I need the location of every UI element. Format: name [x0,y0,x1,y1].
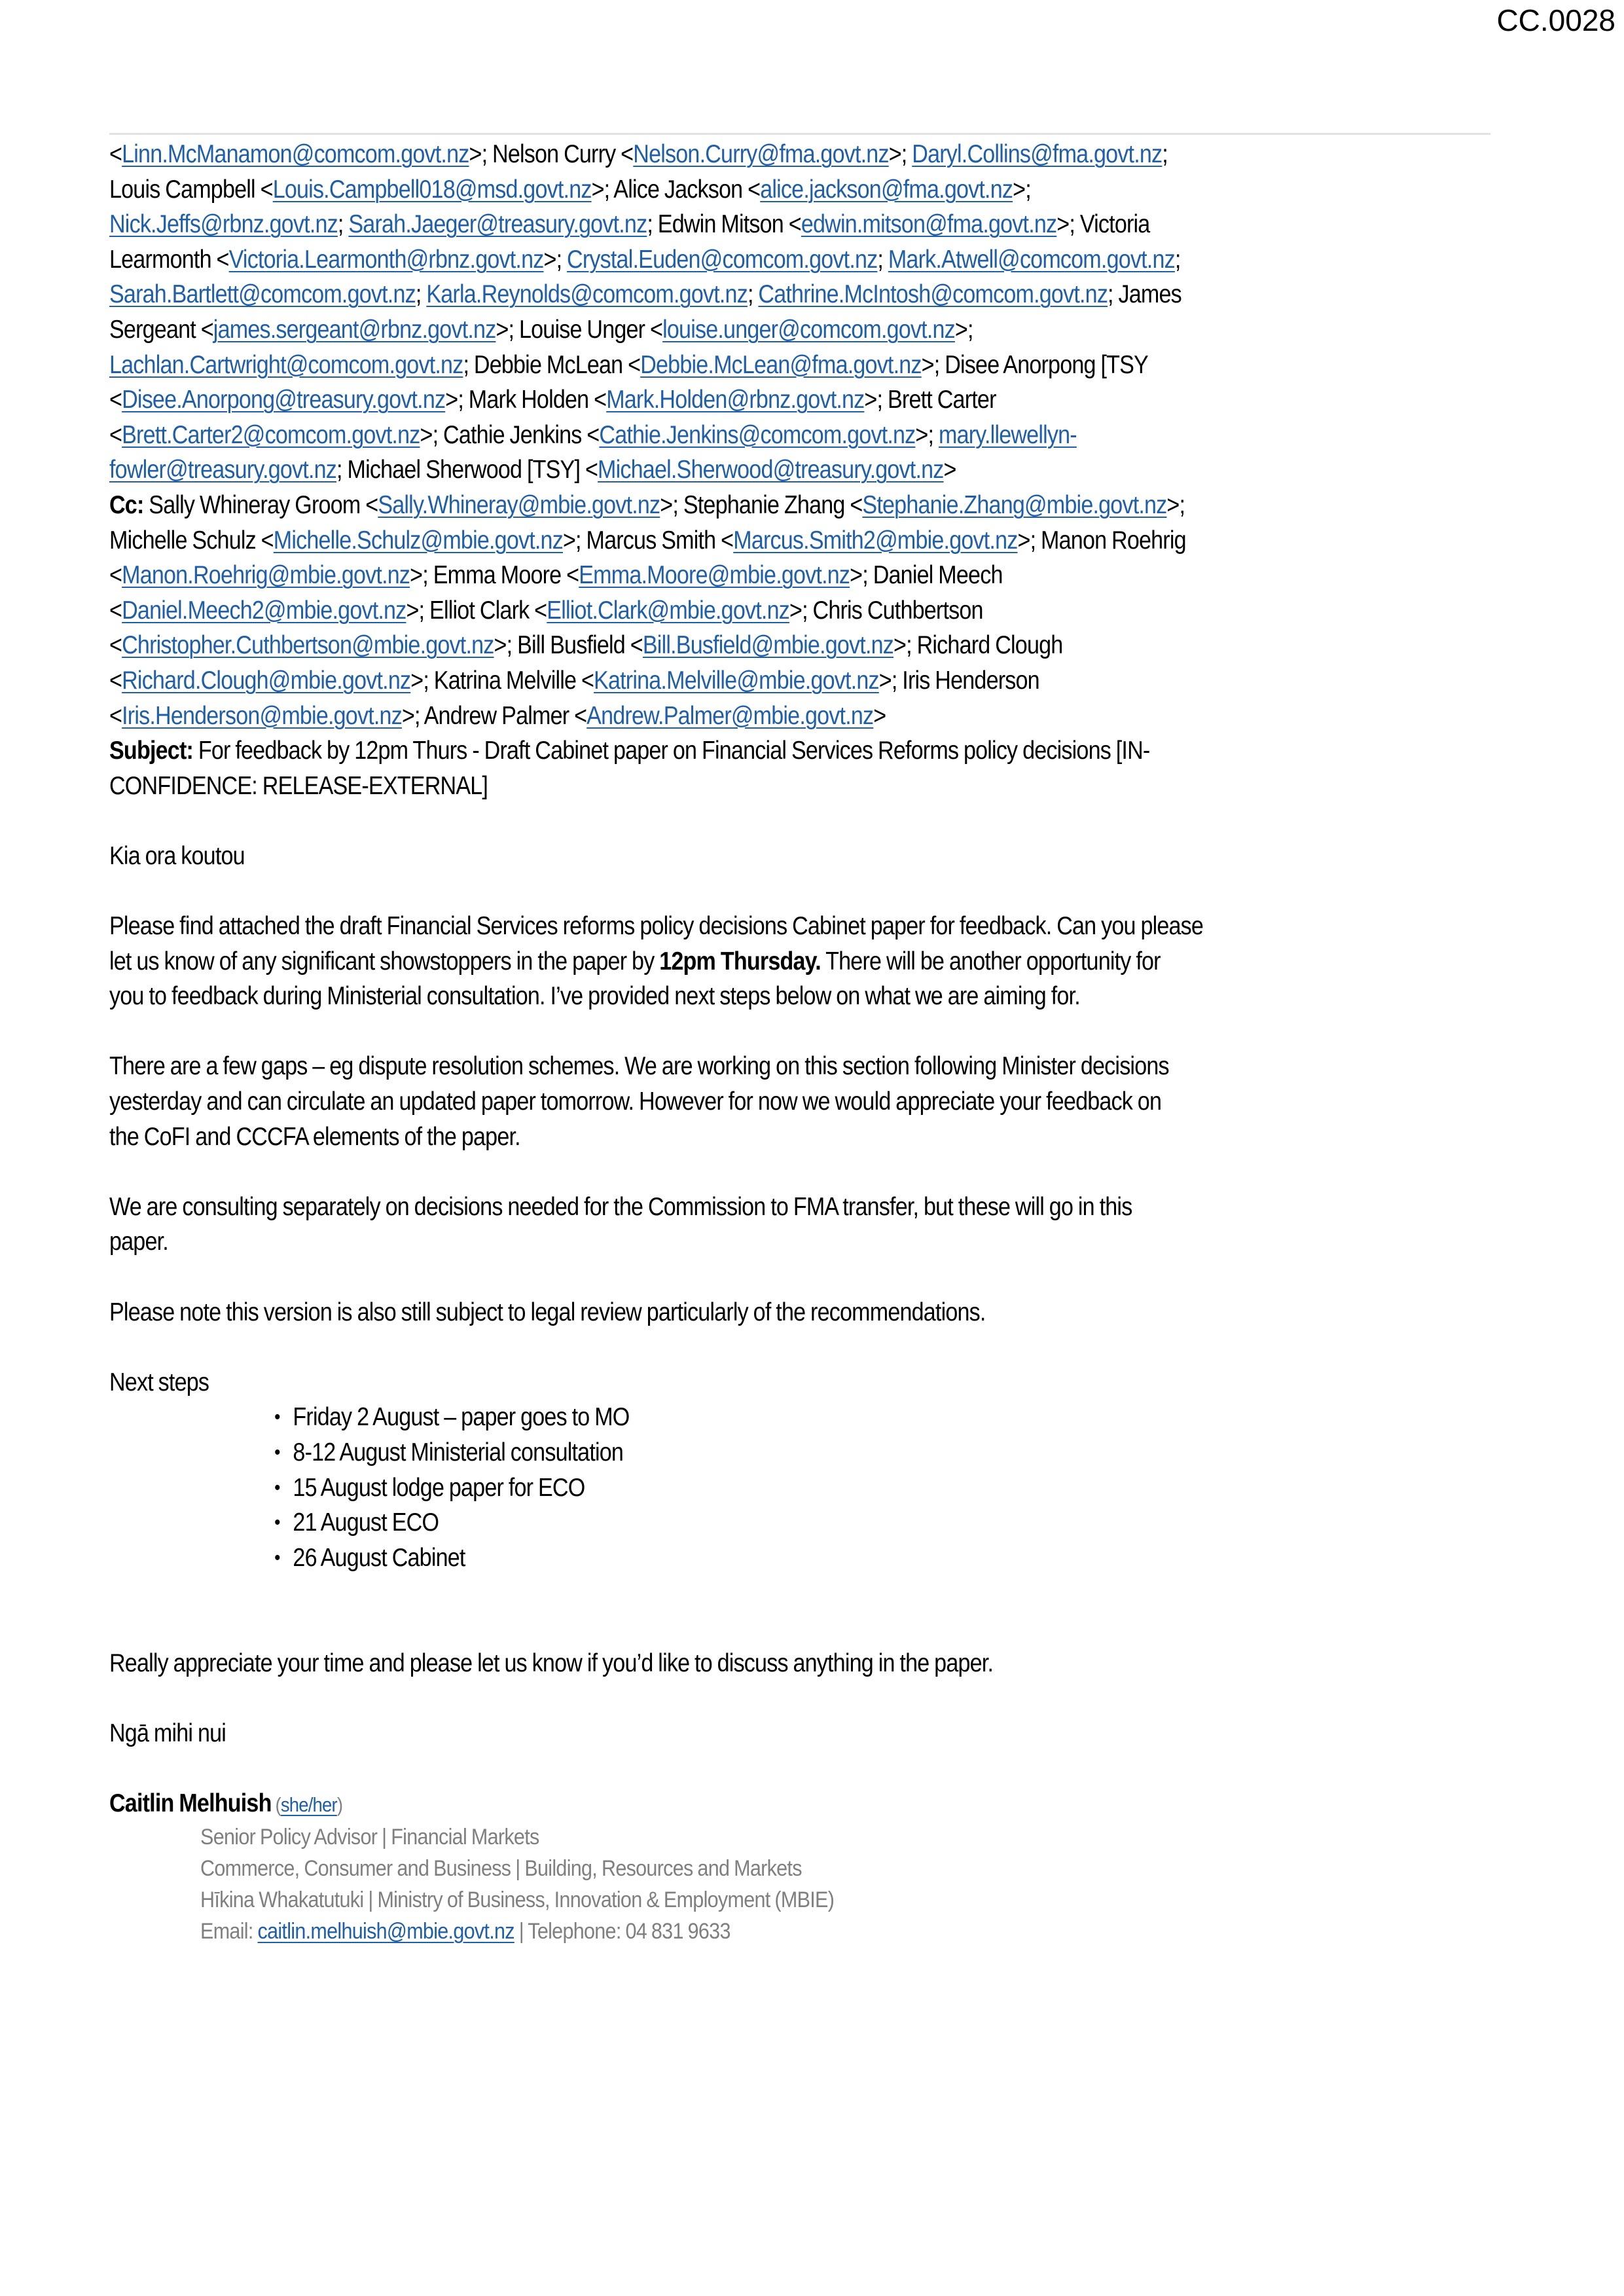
greeting: Kia ora koutou [109,841,245,870]
list-item: • 8-12 August Ministerial consultation [206,1435,1624,1470]
recipient-line [109,558,1510,593]
email-link[interactable]: alice.jackson@fma.govt.nz [760,175,1013,204]
recipient-line [109,452,1510,488]
bullet-icon: • [274,1406,280,1429]
recipient-line [109,348,1510,383]
signature-title: Senior Policy Advisor | Financial Markets [200,1824,539,1850]
list-item: • 15 August lodge paper for ECO [206,1470,1624,1506]
text: < [109,140,122,168]
recipient-line [109,979,1510,1014]
text: >; Nelson Curry < [469,140,634,168]
email-link[interactable]: Brett.Carter2@comcom.govt.nz [122,420,420,449]
text: Louis Campbell < [109,175,273,204]
text: ; [337,210,349,239]
email-link[interactable]: Michael.Sherwood@treasury.govt.nz [598,456,944,484]
text: Sally Whineray Groom < [143,490,378,519]
text: >; Victoria [1056,210,1150,239]
text: ; [1174,245,1181,274]
email-link[interactable]: Victoria.Learmonth@rbnz.govt.nz [228,245,544,274]
email-link[interactable]: Andrew.Palmer@mbie.govt.nz [586,701,874,730]
pronoun-bracket: ( [271,1793,281,1816]
text: >; Richard Clough [893,631,1063,660]
paragraph-line: the CoFI and CCCFA elements of the paper. [109,1122,520,1151]
text: >; [888,140,912,168]
recipient-line [109,137,1510,172]
list-item: • Friday 2 August – paper goes to MO [206,1400,1624,1435]
email-link[interactable]: Christopher.Cuthbertson@mbie.govt.nz [122,631,494,660]
signoff: Ngā mihi nui [109,1719,226,1747]
text: < [109,631,122,660]
signature-org: Hīkina Whakatutuki | Ministry of Business, Innovation & Employment (MBIE) [200,1887,835,1912]
paragraph-line: We are consulting separately on decisions needed for the Commission to FMA transfer, but these will go in this [109,1192,1132,1221]
text: < [109,701,122,730]
email-link[interactable]: Sarah.Bartlett@comcom.govt.nz [109,280,416,309]
signature-contact [200,1916,1601,1947]
text: >; [1166,490,1185,519]
bold-text: 12pm Thursday. [659,947,821,975]
pronouns-link[interactable]: she/her [280,1793,337,1816]
recipient-line [109,523,1510,558]
text: ; Debbie McLean < [463,350,641,379]
text: Michelle Schulz < [109,526,274,555]
paragraph-line: yesterday and can circulate an updated paper tomorrow. However for now we would appreciate your feedback on [109,1087,1162,1116]
email-link[interactable]: Sarah.Jaeger@treasury.govt.nz [348,210,647,239]
email-link[interactable]: Karla.Reynolds@comcom.govt.nz [426,280,748,309]
text: >; Emma Moore < [410,561,579,590]
text: ; [415,280,427,309]
list-item: • 26 August Cabinet [206,1540,1624,1576]
cc-recipients [109,488,1510,733]
document-id-stamp: CC.0028 [1496,3,1615,37]
text: >; Chris Cuthbertson [789,596,983,625]
email-link[interactable]: Nelson.Curry@fma.govt.nz [633,140,889,168]
email-link[interactable]: Louis.Campbell018@msd.govt.nz [272,175,592,204]
email-label: Email: [200,1918,258,1944]
text: ; Michael Sherwood [TSY] < [336,456,598,484]
recipient-line [109,207,1510,242]
text: >; Stephanie Zhang < [660,490,863,519]
email-link[interactable]: mary.llewellyn- [939,420,1077,449]
email-link[interactable]: Mark.Holden@rbnz.govt.nz [606,386,865,414]
subject-text: For feedback by 12pm Thurs - Draft Cabinet paper on Financial Services Reforms policy decisions [IN- [193,737,1150,765]
text: < [109,666,122,695]
text: >; Manon Roehrig [1017,526,1186,555]
text: >; Disee Anorpong [TSY [921,350,1148,379]
text: >; Katrina Melville < [410,666,594,695]
text: >; Mark Holden < [445,386,607,414]
recipient-line [109,277,1510,312]
text: >; [954,315,973,344]
email-link[interactable]: Disee.Anorpong@treasury.govt.nz [122,386,446,414]
paragraph-gaps [109,1049,1510,1154]
header-divider [109,133,1490,135]
recipient-line [109,593,1510,629]
subject [109,733,1510,803]
text: > [873,701,886,730]
text: Sergeant < [109,315,213,344]
email-link[interactable]: Nick.Jeffs@rbnz.govt.nz [109,210,338,239]
email-link[interactable]: Emma.Moore@mbie.govt.nz [579,561,850,590]
text: >; Cathie Jenkins < [420,420,600,449]
text: >; [915,420,939,449]
text: Please find attached the draft Financial Services reforms policy decisions Cabinet paper for feedback. Can you please [109,912,1204,941]
recipient-line [109,172,1510,208]
signature-email-link[interactable]: caitlin.melhuish@mbie.govt.nz [257,1918,514,1944]
recipient-line [109,488,1510,523]
text: you to feedback during Ministerial consultation. I’ve provided next steps below on what we are aiming for. [109,982,1080,1011]
email-link[interactable]: Manon.Roehrig@mbie.govt.nz [122,561,410,590]
text: let us know of any significant showstoppers in the paper by [109,947,660,975]
email-link[interactable]: fowler@treasury.govt.nz [109,456,337,484]
paragraph-consulting [109,1190,1510,1260]
email-link[interactable]: Iris.Henderson@mbie.govt.nz [122,701,402,730]
to-recipients [109,137,1510,488]
email-link[interactable]: Cathrine.McIntosh@comcom.govt.nz [758,280,1108,309]
email-link[interactable]: Elliot.Clark@mbie.govt.nz [547,596,789,625]
text: >; Bill Busfield < [494,631,643,660]
text: >; Alice Jackson < [591,175,761,204]
email-link[interactable]: Daniel.Meech2@mbie.govt.nz [122,596,406,625]
email-link[interactable]: Debbie.McLean@fma.govt.nz [640,350,922,379]
text: >; Daniel Meech [850,561,1003,590]
email-link[interactable]: Cathie.Jenkins@comcom.govt.nz [599,420,916,449]
text: >; Marcus Smith < [562,526,734,555]
email-link[interactable]: Richard.Clough@mbie.govt.nz [122,666,411,695]
email-link[interactable]: Stephanie.Zhang@mbie.govt.nz [862,490,1167,519]
paragraph-line: paper. [109,1228,168,1256]
text: < [109,420,122,449]
next-steps-heading: Next steps [109,1368,209,1396]
email-link[interactable]: Michelle.Schulz@mbie.govt.nz [273,526,563,555]
text: >; [543,245,568,274]
bullet-icon: • [274,1546,280,1569]
telephone: | Telephone: 04 831 9633 [514,1918,731,1944]
text: < [109,561,122,590]
text: >; Louise Unger < [496,315,663,344]
paragraph-legal-review: Please note this version is also still subject to legal review particularly of the recommendations. [109,1298,986,1326]
recipient-line [109,312,1510,348]
text: Learmonth < [109,245,229,274]
email-link[interactable]: Daryl.Collins@fma.govt.nz [912,140,1163,168]
text: ; [877,245,888,274]
email-link[interactable]: Crystal.Euden@comcom.govt.nz [567,245,878,274]
text: >; Andrew Palmer < [401,701,587,730]
text: There will be another opportunity for [820,947,1161,975]
text: < [109,386,122,414]
text: ; Edwin Mitson < [647,210,801,239]
text: >; Elliot Clark < [406,596,547,625]
signature-name: Caitlin Melhuish [109,1789,272,1817]
email-content [109,137,1510,1947]
bullet-icon: • [274,1441,280,1463]
email-link[interactable]: Linn.McManamon@comcom.govt.nz [122,140,469,168]
next-steps-list [109,1400,1510,1575]
closing-text: Really appreciate your time and please let us know if you’d like to discuss anything in the paper. [109,1649,994,1677]
recipient-line [109,909,1510,944]
recipient-line [109,242,1510,278]
text: > [943,456,956,484]
email-link[interactable]: Marcus.Smith2@mbie.govt.nz [733,526,1018,555]
text: >; [1013,175,1031,204]
email-link[interactable]: james.sergeant@rbnz.govt.nz [213,315,496,344]
signature-group: Commerce, Consumer and Business | Building, Resources and Markets [200,1855,802,1881]
list-item: • 21 August ECO [206,1505,1624,1540]
recipient-line [109,699,1510,734]
text: >; Brett Carter [864,386,996,414]
recipient-line [109,628,1510,663]
recipient-line [109,944,1510,979]
recipient-line [109,382,1510,418]
cc-label: Cc: [109,490,144,519]
text: ; James [1108,280,1182,309]
text: ; [1162,140,1168,168]
email-link[interactable]: edwin.mitson@fma.govt.nz [801,210,1057,239]
email-link[interactable]: louise.unger@comcom.govt.nz [662,315,955,344]
text: ; [747,280,759,309]
email-link[interactable]: Sally.Whineray@mbie.govt.nz [378,490,660,519]
email-link[interactable]: Katrina.Melville@mbie.govt.nz [594,666,879,695]
pronoun-bracket: ) [336,1793,343,1816]
bullet-icon: • [274,1476,280,1499]
paragraph-attachment [109,909,1510,1014]
bullet-icon: • [274,1512,280,1534]
subject-label: Subject: [109,737,194,765]
signature-block [109,1786,1510,1947]
recipient-line [109,418,1510,453]
text: >; Iris Henderson [878,666,1039,695]
recipient-line [109,663,1510,699]
paragraph-line: There are a few gaps – eg dispute resolution schemes. We are working on this section following Minister decisions [109,1052,1169,1081]
email-link[interactable]: Bill.Busfield@mbie.govt.nz [642,631,894,660]
email-link[interactable]: Mark.Atwell@comcom.govt.nz [888,245,1175,274]
email-link[interactable]: Lachlan.Cartwright@comcom.govt.nz [109,350,463,379]
subject-text-cont: CONFIDENCE: RELEASE-EXTERNAL] [109,771,488,800]
text: < [109,596,122,625]
